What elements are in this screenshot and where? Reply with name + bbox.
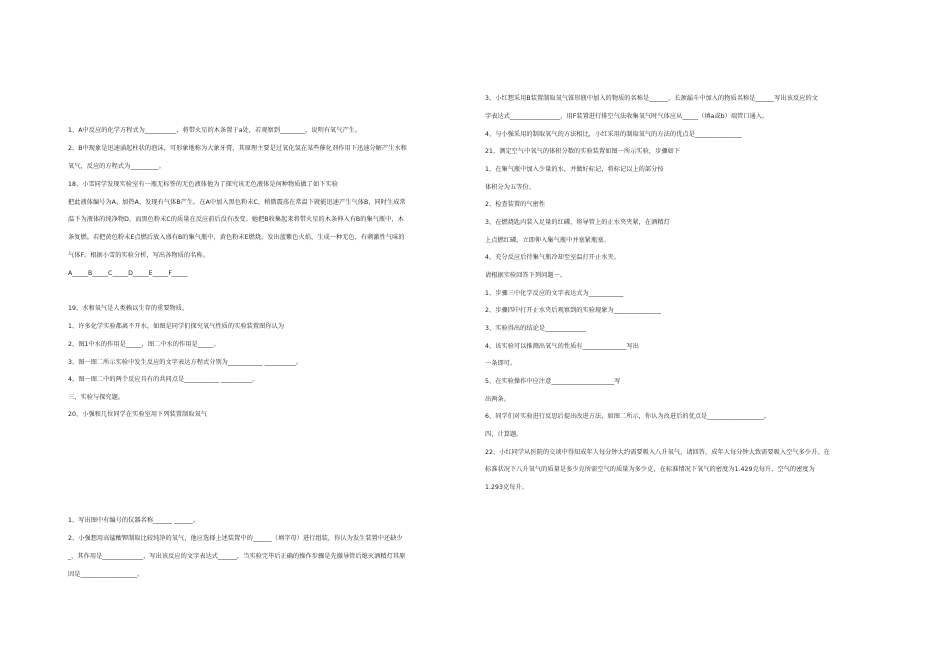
left-line: 2、B中现象是迅速涌起柱状的泡沫，可形象地称为大象牙膏，其原理主要是过氧化氢在某些催化剂作用下迅速分解产生水和 [68,145,407,152]
left-line: 4、图一图二中的两个反应具有的共同点是___________ __________。 [68,376,259,383]
right-line: 3、小红想采用B装置制取氧气锥形瓶中加入的物质的名称是______，长颈漏斗中加入的物质名称是______写出该反应的文 [485,95,818,102]
left-line: 3、图一图二所示实验中发生反应的文字表达方程式分别为___________ __________。 [68,359,303,366]
right-line: 四、计算题。 [485,431,523,438]
right-line: 出两条。 [485,396,510,403]
left-line: 温下为液体的纯净物D，而黑色粉末C的质量在反应前后没有改变。她把B收集起来将带火星的木条伸入有B的集气瓶中，木 [68,216,404,223]
left-line: 三、实验与探究题。 [68,394,125,401]
right-line: 5、在实验操作中应注意____________________写 [485,378,621,385]
right-line: 2、检查装置的气密性 [485,201,546,208]
left-line: 气体F。根据小雪的实验分析，写出各物质的名称。 [68,252,209,259]
right-line: 4、与小强采用的制取氧气的方法相比，小红采用的制取氧气的方法的优点是_______________ [485,131,742,138]
left-line: 把此液体编号为A。加热A，发现有气体B产生。在A中加入黑色粉末C，稍微震荡在常温下就能迅速产生气体B，同时生成常 [68,199,406,206]
right-line: 4、该实验可以推测出氧气的性质有______________写出 [485,343,640,350]
right-line: 21、测定空气中氧气的体积分数的实验装置如图一所示实验，步骤如下 [485,148,681,155]
left-line: A_____B_____C_____D_____E_____F_____ [68,270,188,277]
right-line: 4、充分反应后待集气瓶冷却至室温打开止水夹。 [485,254,620,261]
right-line: 1、步骤三中化学反应的文字表达式为___________ [485,290,624,297]
left-line: 氧气，反应的方程式为_________。 [68,163,165,170]
right-line: 2、步骤四中打开止水夹后观察到的实验现象为_______________ [485,307,661,314]
left-line: 18、小雪同学发现实验室有一瓶无标签的无色液体他为了探究该无色液体是何种物质做了如下实验 [68,181,338,188]
right-line: 3、在燃烧匙内装入足量的红磷，将导管上的止水夹夹紧，在酒精灯 [485,219,670,226]
left-line: 20、小强和几位同学在实验室用下列装置制取氧气 [68,411,207,418]
right-line: 1.293克每升。 [485,484,528,491]
left-line: 1、A中反应的化学方程式为__________，将带火星的木条置于a处，若观察到________，说明有氧气产生。 [68,127,362,134]
left-line: 19、水和氧气是人类赖以生存的重要物质。 [68,305,189,312]
left-line: _，其作用是_____________，写出该反应的文字表达式______，当实验完毕后正确的操作步骤是先撤导管后熄灭酒精灯其原 [68,553,406,560]
left-line: 2、图1中水的作用是_____，图二中水的作用是_____。 [68,341,220,348]
right-line: 体积分为五等份。 [485,184,535,191]
left-line: 2、小强想用高锰酸钾制取比较纯净的氧气，他应选择上述装置中的______（填字母）进行组装，你认为发生装置中还缺少 [68,535,403,542]
right-line: 1、在集气瓶中加入少量的水，并做好标记，将标记以上的部分按 [485,166,664,173]
right-line: 22、小红同学从医院的交谈中得知成年人每分钟大约需要吸入八升氧气，请回答，成年人每分钟大致需要吸入空气多少升。在 [485,449,830,456]
right-line: 3、实验得出的结论是_____________ [485,325,586,332]
left-line: 1、许多化学实验都离不开水，如图是同学们探究氧气性质的实验装置图你认为 [68,323,285,330]
right-line: 一条即可。 [485,360,517,367]
right-line: 上点燃红磷，立即伸入集气瓶中并塞紧瓶塞。 [485,237,610,244]
right-line: 标准状况下八升氧气的质量是多少克所需空气的质量为多少克，在标准情况下氧气的密度为1.429克每升，空气的密度为 [485,466,815,473]
left-line: 1、写出图中有编号的仪器名称______ ______。 [68,517,200,524]
left-line: 条复燃。若把黄色粉末E点燃后放入盛有B的集气瓶中，黄色粉末E燃烧，发出蓝紫色火焰，生成一种无色，有刺激性气味的 [68,234,405,241]
right-line: 6、同学们对实验进行反思后提出改进方法，如图二所示，你认为改进后的优点是__________________。 [485,413,771,420]
right-line: 字表达式________________，用F装置进行排空气法收集氧气时气体应从_____（填a或b）端管口通入。 [485,113,769,120]
left-line: 因是__________________。 [68,571,144,578]
right-line: 请根据实验回答下列问题一。 [485,272,567,279]
